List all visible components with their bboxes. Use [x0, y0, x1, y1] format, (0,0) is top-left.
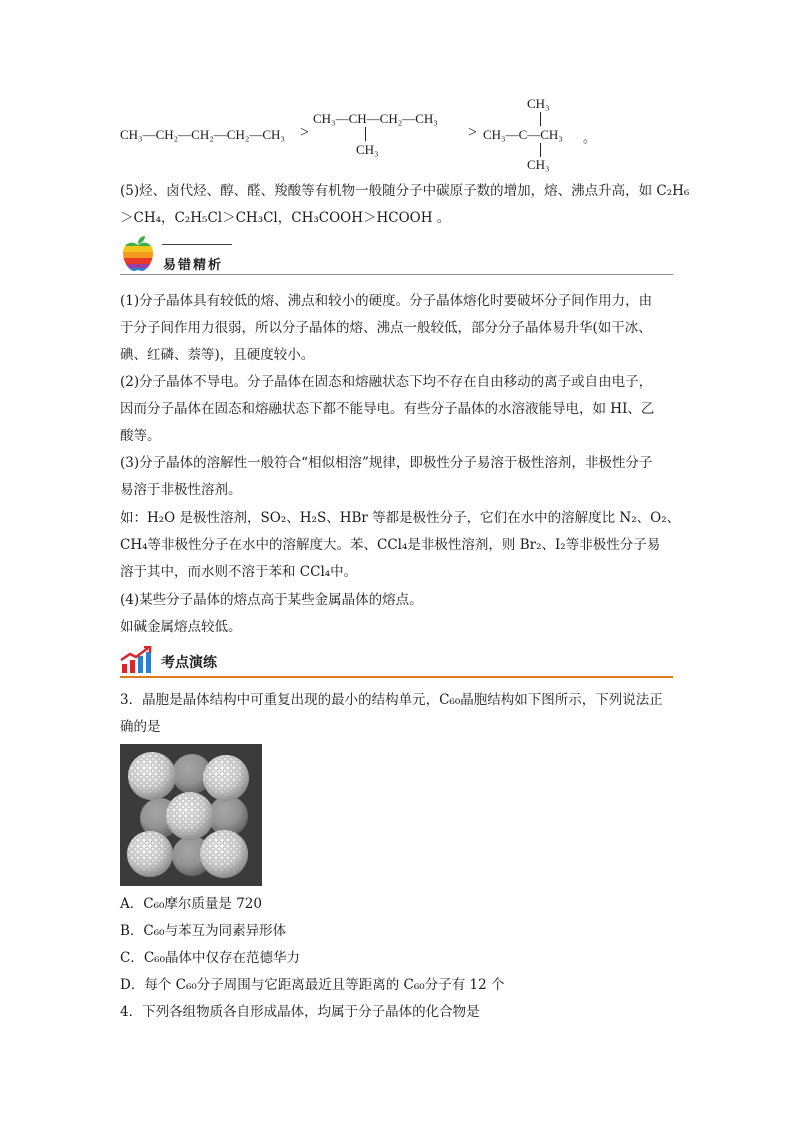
text-line: (3)分子晶体的溶解性一般符合“相似相溶”规律，即极性分子易溶于极性溶剂，非极性分子 — [120, 455, 653, 471]
end-punctuation: 。 — [583, 130, 597, 145]
question-3-stem-cont: 确的是 — [120, 719, 161, 735]
text-line: CH₄等非极性分子在水中的溶解度大。苯、CCl₄是非极性溶剂，则 Br₂、I₂等非极性分子易 — [120, 537, 661, 553]
question-3-stem: 3．晶胞是晶体结构中可重复出现的最小的结构单元，C₆₀晶胞结构如下图所示，下列说法正 — [120, 692, 663, 708]
text-line: 碘、红磷、萘等)，且硬度较小。 — [120, 347, 315, 363]
option-b: B．C₆₀与苯互为同素异形体 — [120, 923, 287, 939]
text-line: 于分子间作用力很弱，所以分子晶体的熔、沸点一般较低，部分分子晶体易升华(如干冰、 — [120, 320, 652, 336]
bond-line — [540, 112, 541, 126]
text-line: 溶于其中，而水则不溶于苯和 CCl₄中。 — [120, 564, 358, 580]
text-line: (1)分子晶体具有较低的熔、沸点和较小的硬度。分子晶体熔化时要破坏分子间作用力，由 — [120, 293, 653, 309]
bond-line — [540, 143, 541, 157]
section-divider — [120, 274, 673, 275]
section-title: 易错精析 — [163, 258, 224, 273]
neopentane-bottom-methyl: CH₃ — [527, 157, 550, 172]
trend-chart-icon — [120, 646, 152, 674]
text-line: 酸等。 — [120, 428, 161, 444]
isopentane-branch: CH₃ — [356, 142, 379, 157]
bond-line — [365, 127, 366, 141]
option-d: D．每个 C₆₀分子周围与它距离最近且等距离的 C₆₀分子有 12 个 — [120, 977, 505, 993]
greater-than-symbol: > — [468, 124, 478, 141]
section-title: 考点演练 — [161, 655, 217, 671]
text-line: 如：H₂O 是极性溶剂，SO₂、H₂S、HBr 等都是极性分子，它们在水中的溶解度比 N₂、O₂、 — [120, 510, 681, 526]
section-divider — [120, 676, 673, 678]
c60-crystal-image — [120, 744, 262, 886]
neopentane-top-methyl: CH₃ — [527, 96, 550, 111]
text-line: 易溶于非极性溶剂。 — [120, 482, 242, 498]
greater-than-symbol: > — [300, 124, 310, 141]
apple-logo-icon — [120, 235, 156, 273]
text-line: (4)某些分子晶体的熔点高于某些金属晶体的熔点。 — [120, 592, 423, 608]
isopentane-formula: CH₃—CH—CH₂—CH₃ — [313, 111, 438, 126]
question-4-stem: 4．下列各组物质各自形成晶体，均属于分子晶体的化合物是 — [120, 1004, 480, 1020]
neopentane-formula: CH₃—C—CH₃ — [483, 127, 563, 142]
para5-line2: ＞CH₄，C₂H₅Cl＞CH₃Cl，CH₃COOH＞HCOOH 。 — [120, 210, 451, 226]
text-line: 因而分子晶体在固态和熔融状态下都不能导电。有些分子晶体的水溶液能导电，如 HI、乙 — [120, 401, 655, 417]
option-c: C．C₆₀晶体中仅存在范德华力 — [120, 950, 300, 966]
header-accent-rule — [162, 244, 232, 245]
option-a: A．C₆₀摩尔质量是 720 — [120, 896, 262, 912]
text-line: 如碱金属熔点较低。 — [120, 619, 242, 635]
para5-line1: (5)烃、卤代烃、醇、醛、羧酸等有机物一般随分子中碳原子数的增加，熔、沸点升高，如 C₂H₆ — [120, 183, 690, 199]
pentane-formula: CH₃—CH₂—CH₂—CH₂—CH₃ — [120, 127, 285, 142]
text-line: (2)分子晶体不导电。分子晶体在固态和熔融状态下均不存在自由移动的离子或自由电子， — [120, 374, 653, 390]
